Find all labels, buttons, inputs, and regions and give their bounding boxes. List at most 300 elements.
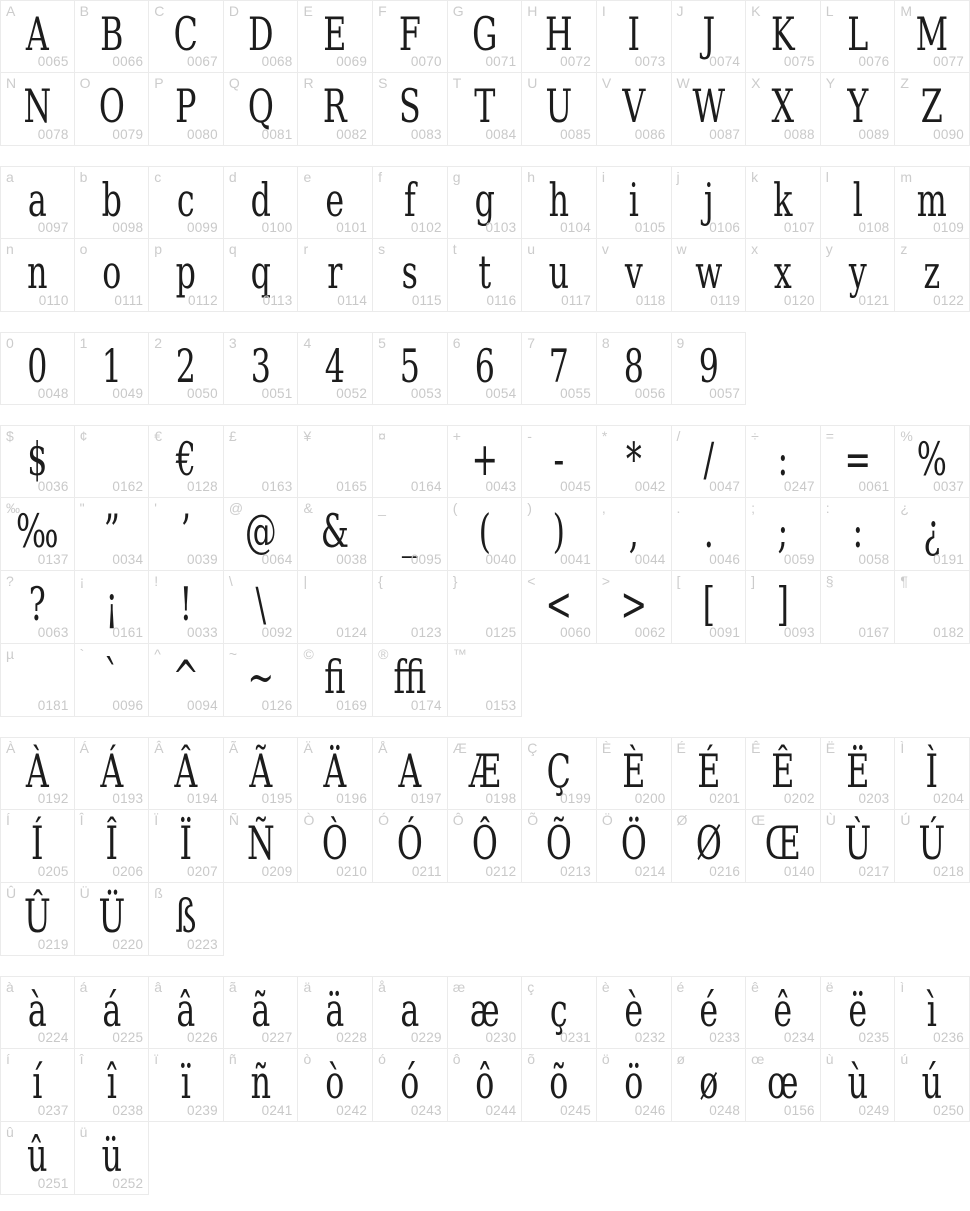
char-label: £ [228, 428, 237, 444]
char-label: Ü [79, 885, 90, 901]
glyph-cell [373, 976, 448, 1049]
char-code: 0112 [188, 293, 218, 308]
char-code: 0125 [485, 625, 517, 640]
glyph-cell [448, 166, 523, 239]
char-code: 0153 [485, 698, 517, 713]
glyph: á [101, 983, 121, 1037]
char-code: 0219 [37, 937, 69, 952]
char-label: v [601, 241, 609, 257]
char-label: 9 [676, 335, 685, 351]
glyph: ä [325, 983, 345, 1037]
glyph: : [777, 432, 789, 486]
glyph-cell [895, 976, 970, 1049]
glyph-cell [149, 332, 224, 405]
glyph-cell [149, 883, 224, 956]
char-label: ) [527, 500, 532, 516]
glyph-cell [0, 498, 75, 571]
char-label: © [303, 646, 314, 662]
char-label: ç [527, 979, 535, 995]
glyph: ë [848, 983, 867, 1037]
char-label: Ù [825, 812, 836, 828]
char-label: ™ [452, 646, 467, 662]
glyph: + [471, 432, 498, 486]
char-label: Q [228, 75, 240, 91]
glyph-cell [224, 166, 299, 239]
char-label: 7 [527, 335, 536, 351]
glyph: Ì [925, 744, 939, 798]
glyph-cell [224, 332, 299, 405]
char-code: 0211 [411, 864, 442, 879]
char-label: Ó [378, 812, 389, 828]
char-label: / [676, 428, 681, 444]
char-label: U [527, 75, 538, 91]
char-label: T [452, 75, 462, 91]
glyph: ( [478, 505, 491, 559]
glyph-cell [149, 737, 224, 810]
glyph-cell [895, 0, 970, 73]
glyph: W [692, 80, 725, 134]
char-label: J [676, 3, 684, 19]
glyph: m [917, 173, 948, 227]
char-label: Ë [825, 740, 836, 756]
char-code: 0094 [187, 698, 218, 713]
glyph-cell [448, 1049, 523, 1122]
char-code: 0119 [710, 293, 741, 308]
char-label: ] [751, 573, 756, 589]
glyph-cell [149, 498, 224, 571]
char-code: 0207 [187, 864, 218, 879]
char-label: g [452, 169, 461, 185]
glyph-cell [895, 571, 970, 644]
glyph: ! [179, 578, 193, 632]
char-label: Œ [751, 812, 766, 828]
char-label: E [303, 3, 313, 19]
glyph: œ [767, 1056, 799, 1110]
char-code: 0049 [112, 386, 144, 401]
glyph: 6 [474, 339, 495, 393]
char-label: k [751, 169, 759, 185]
glyph-cell [448, 498, 523, 571]
glyph-cell [373, 0, 448, 73]
glyph-cell [75, 810, 150, 883]
glyph-cell [821, 571, 896, 644]
glyph-cell [672, 1049, 747, 1122]
glyph: a [27, 173, 47, 227]
glyph-cell [298, 571, 373, 644]
glyph-cell [597, 332, 672, 405]
char-code: 0164 [410, 479, 442, 494]
char-label: õ [527, 1051, 536, 1067]
char-code: 0078 [37, 127, 69, 142]
char-label: ¥ [303, 428, 312, 444]
glyph: & [321, 505, 350, 559]
glyph-cell [672, 73, 747, 146]
char-code: 0070 [410, 54, 442, 69]
char-code: 0239 [187, 1103, 218, 1118]
char-code: 0174 [410, 698, 442, 713]
char-label: - [527, 428, 532, 444]
glyph: L [847, 7, 869, 61]
char-label: N [6, 75, 17, 91]
glyph: 0 [27, 339, 48, 393]
glyph: Ø [695, 817, 722, 871]
char-label: ¢ [79, 428, 88, 444]
char-label: s [378, 241, 386, 257]
char-code: 0093 [783, 625, 815, 640]
char-code: 0118 [635, 293, 666, 308]
glyph-cell [746, 498, 821, 571]
char-code: 0209 [261, 864, 293, 879]
glyph-cell [448, 239, 523, 312]
glyph: À [25, 744, 49, 798]
glyph: > [620, 578, 647, 632]
char-code: 0214 [634, 864, 666, 879]
glyph: P [175, 80, 197, 134]
char-code: 0115 [411, 293, 442, 308]
glyph-cell [0, 239, 75, 312]
glyph-cell [448, 737, 523, 810]
glyph: ñ [250, 1056, 271, 1110]
char-code: 0237 [37, 1103, 69, 1118]
glyph-cell [821, 1049, 896, 1122]
char-code: 0245 [560, 1103, 591, 1118]
char-label: Å [378, 740, 388, 756]
glyph-cell [448, 332, 523, 405]
glyph: õ [549, 1056, 569, 1110]
glyph-cell [672, 810, 747, 883]
glyph: é [698, 983, 718, 1037]
char-label: [ [676, 573, 681, 589]
glyph-cell [522, 332, 597, 405]
char-label: ù [825, 1051, 834, 1067]
char-code: 0117 [561, 293, 591, 308]
glyph: Ò [322, 817, 349, 871]
char-code: 0169 [336, 698, 368, 713]
glyph: ” [103, 505, 120, 559]
glyph-cell [821, 425, 896, 498]
char-code: 0037 [933, 479, 964, 494]
glyph-cell [522, 166, 597, 239]
char-label: * [601, 428, 608, 444]
glyph: 4 [325, 339, 346, 393]
glyph: ô [474, 1056, 495, 1110]
glyph: ç [550, 983, 568, 1037]
glyph-cell [75, 239, 150, 312]
glyph-cell [373, 332, 448, 405]
char-code: 0194 [187, 791, 218, 806]
glyph-cell [672, 976, 747, 1049]
char-code: 0122 [933, 293, 964, 308]
char-label: h [527, 169, 536, 185]
char-label: ü [79, 1124, 88, 1140]
char-code: 0071 [485, 54, 517, 69]
glyph-cell [821, 239, 896, 312]
char-code: 0077 [933, 54, 964, 69]
char-code: 0074 [709, 54, 741, 69]
charmap-group-uppercase-accented [0, 737, 970, 956]
glyph-cell [522, 0, 597, 73]
char-code: 0106 [709, 220, 741, 235]
glyph: ‰ [16, 505, 59, 559]
char-code: 0238 [112, 1103, 144, 1118]
glyph: ’ [180, 505, 192, 559]
char-label: â [154, 979, 163, 995]
glyph-cell [448, 976, 523, 1049]
char-code: 0201 [709, 791, 741, 806]
glyph: 9 [698, 339, 719, 393]
glyph: G [471, 7, 498, 61]
glyph: o [101, 246, 121, 300]
glyph: - [553, 432, 565, 486]
glyph-cell [597, 166, 672, 239]
char-code: 0198 [485, 791, 517, 806]
glyph: f [404, 173, 416, 227]
char-code: 0234 [783, 1030, 815, 1045]
glyph-cell [746, 810, 821, 883]
glyph: g [474, 173, 495, 227]
glyph-cell [448, 73, 523, 146]
char-code: 0099 [187, 220, 218, 235]
char-code: 0120 [783, 293, 815, 308]
char-code: 0210 [336, 864, 368, 879]
glyph-cell [298, 1049, 373, 1122]
char-label: m [900, 169, 913, 185]
glyph: Ã [249, 744, 273, 798]
glyph-cell [522, 1049, 597, 1122]
glyph-cell [373, 239, 448, 312]
glyph-cell [149, 571, 224, 644]
glyph: * [625, 432, 642, 486]
char-code: 0034 [112, 552, 144, 567]
char-label: a [6, 169, 14, 185]
glyph: [ [702, 578, 715, 632]
glyph-cell [895, 498, 970, 571]
glyph: Â [174, 744, 198, 798]
char-code: 0036 [37, 479, 69, 494]
char-label: å [378, 979, 386, 995]
glyph-cell [298, 810, 373, 883]
glyph: ê [773, 983, 793, 1037]
char-code: 0061 [858, 479, 890, 494]
char-label: i [601, 169, 606, 185]
glyph: Ö [620, 817, 647, 871]
glyph-cell [224, 737, 299, 810]
glyph-cell [75, 976, 150, 1049]
char-label: È [601, 740, 612, 756]
glyph: @ [244, 505, 277, 559]
char-label: + [452, 428, 461, 444]
glyph: Q [247, 80, 274, 134]
char-label: Ú [900, 812, 911, 828]
char-code: 0044 [634, 552, 666, 567]
char-code: 0092 [261, 625, 293, 640]
glyph-cell [373, 644, 448, 717]
glyph-cell [672, 571, 747, 644]
char-code: 0156 [783, 1103, 815, 1118]
char-label: { [378, 573, 383, 589]
glyph: B [99, 7, 124, 61]
char-code: 0076 [858, 54, 890, 69]
glyph: A [398, 744, 422, 798]
char-label: 0 [6, 335, 14, 351]
glyph-cell [298, 976, 373, 1049]
glyph-cell [373, 166, 448, 239]
char-label: Z [900, 75, 909, 91]
char-label: á [79, 979, 88, 995]
char-code: 0244 [485, 1103, 517, 1118]
char-code: 0057 [709, 386, 741, 401]
charmap-group-lowercase [0, 166, 970, 312]
char-code: 0226 [187, 1030, 218, 1045]
glyph: ^ [172, 651, 200, 705]
glyph-cell [149, 1049, 224, 1122]
glyph: J [701, 7, 715, 61]
char-label: y [825, 241, 833, 257]
char-code: 0124 [336, 625, 368, 640]
char-label: ä [303, 979, 312, 995]
char-code: 0200 [634, 791, 666, 806]
char-label: 5 [378, 335, 386, 351]
glyph: ò [325, 1056, 345, 1110]
glyph: È [622, 744, 646, 798]
glyph: Ë [845, 744, 870, 798]
glyph-cell [0, 644, 75, 717]
char-code: 0102 [410, 220, 442, 235]
glyph: t [478, 246, 491, 300]
glyph: ? [28, 578, 46, 632]
glyph: Ç [546, 744, 572, 798]
glyph-cell [597, 498, 672, 571]
char-label: n [6, 241, 14, 257]
glyph: h [548, 173, 570, 227]
glyph: x [774, 246, 792, 300]
char-label: 4 [303, 335, 312, 351]
glyph: € [175, 432, 197, 486]
char-code: 0218 [933, 864, 964, 879]
char-label: f [378, 169, 382, 185]
char-code: 0068 [261, 54, 293, 69]
glyph: Ï [179, 817, 193, 871]
char-label: ^ [154, 646, 161, 662]
glyph-cell [895, 737, 970, 810]
glyph: i [628, 173, 639, 227]
glyph: % [917, 432, 948, 486]
char-label: Ã [228, 740, 239, 756]
glyph-cell [75, 644, 150, 717]
glyph-cell [821, 166, 896, 239]
char-label: Ê [751, 740, 761, 756]
glyph-cell [224, 644, 299, 717]
char-label: } [452, 573, 458, 589]
glyph-cell [75, 1122, 150, 1195]
char-code: 0039 [187, 552, 218, 567]
char-code: 0103 [485, 220, 517, 235]
glyph: E [323, 7, 347, 61]
glyph: q [250, 246, 271, 300]
glyph: ù [847, 1056, 868, 1110]
char-label: 2 [154, 335, 163, 351]
char-code: 0055 [560, 386, 591, 401]
char-code: 0087 [709, 127, 741, 142]
glyph: Í [31, 817, 44, 871]
glyph: u [548, 246, 570, 300]
char-label: ; [751, 500, 756, 516]
char-code: 0216 [709, 864, 741, 879]
glyph-cell [75, 425, 150, 498]
char-code: 0040 [485, 552, 517, 567]
char-code: 0059 [783, 552, 815, 567]
glyph: Ú [918, 817, 946, 871]
char-code: 0128 [187, 479, 218, 494]
char-label: Æ [452, 740, 467, 756]
char-label: € [154, 428, 163, 444]
glyph: C [173, 7, 199, 61]
char-label: H [527, 3, 538, 19]
char-code: 0090 [933, 127, 964, 142]
glyph-cell [522, 810, 597, 883]
glyph-cell [672, 425, 747, 498]
glyph: Y [847, 80, 869, 134]
glyph-cell [597, 737, 672, 810]
char-code: 0050 [187, 386, 218, 401]
glyph: N [23, 80, 52, 134]
char-code: 0228 [336, 1030, 368, 1045]
glyph: k [773, 173, 793, 227]
glyph-cell [597, 0, 672, 73]
glyph: 1 [101, 339, 122, 393]
glyph-cell [0, 737, 75, 810]
glyph: = [844, 432, 871, 486]
glyph: Á [99, 744, 123, 798]
glyph: F [398, 7, 421, 61]
char-code: 0107 [783, 220, 815, 235]
char-code: 0123 [410, 625, 442, 640]
glyph: ü [101, 1129, 122, 1183]
char-label: @ [228, 500, 244, 516]
char-label: í [6, 1051, 10, 1067]
char-code: 0232 [634, 1030, 666, 1045]
char-label: R [303, 75, 314, 91]
glyph-cell [821, 73, 896, 146]
char-label: Ñ [228, 812, 239, 828]
char-label: r [303, 241, 309, 257]
char-code: 0056 [634, 386, 666, 401]
char-label: p [154, 241, 163, 257]
char-label: D [228, 3, 239, 19]
char-code: 0213 [560, 864, 591, 879]
glyph-cell [0, 73, 75, 146]
glyph-cell [821, 498, 896, 571]
char-code: 0126 [261, 698, 293, 713]
glyph: \ [255, 578, 266, 632]
glyph: Î [105, 817, 118, 871]
char-label: ` [79, 646, 85, 662]
char-label: Ö [601, 812, 613, 828]
char-code: 0045 [560, 479, 591, 494]
glyph: à [27, 983, 47, 1037]
char-code: 0202 [783, 791, 815, 806]
glyph-cell [224, 976, 299, 1049]
glyph-cell [224, 1049, 299, 1122]
char-label: F [378, 3, 387, 19]
char-label: Î [79, 812, 84, 828]
glyph-cell [522, 239, 597, 312]
char-code: 0243 [410, 1103, 442, 1118]
glyph-cell [448, 425, 523, 498]
char-label: ÷ [751, 428, 759, 444]
glyph-cell [149, 976, 224, 1049]
char-code: 0109 [933, 220, 964, 235]
